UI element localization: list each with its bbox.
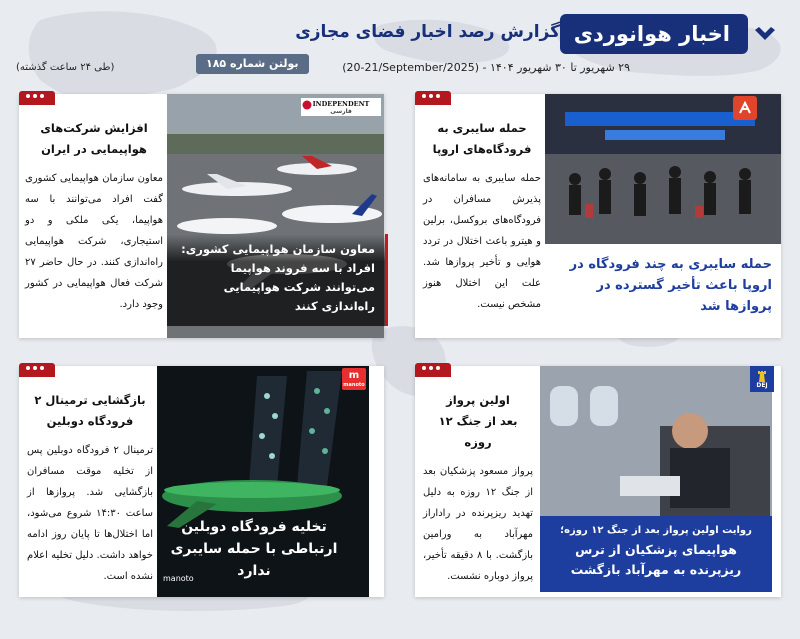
card-body: پرواز مسعود پزشکیان بعد از جنگ ۱۲ روزه به دلیل تهدید ریزپرنده در راداراز مهرآباد به ورامین بازگشت. با ۸ دقیقه تأخیر، پرواز دوباره نشست. (423, 466, 533, 582)
card-text (27, 390, 153, 587)
manoto-logo (342, 368, 366, 390)
manoto-logo-text: manoto (343, 382, 365, 388)
manoto-letter: m (348, 370, 360, 381)
card-text (423, 118, 541, 315)
more-dots-icon (422, 94, 440, 98)
independent-eagle-icon (302, 99, 312, 113)
dej-logo (750, 366, 774, 392)
card-title-line1: بازگشایی ترمینال ۲ (34, 393, 146, 407)
card-title-line1: حمله سایبری به (437, 121, 527, 135)
card-title-line2: فرودگاه‌های اروپا (432, 142, 532, 156)
photo-caption: معاون سازمان هواپیمایی کشوری: افراد با سه فروند هواپیما می‌توانند شرکت هواپیمایی راه‌اندازی کنند (167, 234, 388, 326)
page-subtitle: گزارش رصد اخبار فضای مجازی (295, 22, 560, 42)
independent-logo (301, 98, 381, 116)
news-card-dublin-terminal[interactable] (19, 366, 384, 597)
card-title-line2: فرودگاه دوبلین (46, 414, 134, 428)
card-body: حمله سایبری به سامانه‌های پذیرش مسافران در فرودگاه‌های بروکسل، برلین و هیترو باعث اختلال در تردد هوایی و تأخیر پروازها شد. علت این اختلال هنوز مشخص نیست. (423, 173, 541, 310)
date-range (342, 61, 630, 74)
card-title-line2: هواپیمایی در ایران (41, 142, 147, 156)
manoto-watermark: manoto (163, 574, 194, 583)
date-range-fa: ۲۹ شهریور تا ۳۰ شهریور ۱۴۰۴ - (482, 61, 630, 74)
photo-caption (540, 516, 772, 592)
card-menu-tab[interactable] (19, 91, 55, 105)
caption-kicker: روایت اولین پرواز بعد از جنگ ۱۲ روزه؛ (560, 525, 752, 536)
independent-logo-sub: فارسی (330, 107, 352, 115)
photo-caption: تخلیه فرودگاه دوبلین ارتباطی با حمله سایبری ندارد (170, 519, 338, 579)
dej-logo-text: DEJ (756, 381, 768, 389)
card-menu-tab[interactable] (415, 363, 451, 377)
caption-headline: هواپیمای پزشکیان از ترس ریزپرنده به مهرآباد بازگشت (570, 542, 742, 577)
chevron-down-icon (752, 22, 778, 48)
news-card-iran-airlines[interactable] (19, 94, 384, 338)
radio-farda-icon (737, 100, 753, 116)
page-title: اخبار هوانوردی (560, 14, 748, 54)
card-menu-tab[interactable] (19, 363, 55, 377)
period-note: (طی ۲۴ ساعت گذشته) (16, 62, 115, 73)
independent-logo-text: INDEPENDENT (312, 99, 370, 108)
card-title-line1: اولین پرواز (446, 393, 510, 407)
bulletin-badge: بولتن شماره ۱۸۵ (196, 54, 309, 74)
photo-caption: حمله سایبری به چند فرودگاه در اروپا باعث تأخیر گسترده در پروازها شد (545, 244, 781, 338)
date-range-en: (20-21/September/2025) (342, 61, 479, 74)
card-menu-tab[interactable] (415, 91, 451, 105)
news-card-pezeshkian-flight[interactable] (415, 366, 781, 597)
news-photo-cabin (540, 366, 772, 516)
radio-farda-logo (733, 96, 757, 120)
aircraft-cabin-image (540, 366, 772, 516)
card-title-line1: افزایش شرکت‌های (40, 121, 148, 135)
more-dots-icon (26, 366, 44, 370)
card-text (25, 118, 163, 315)
card-body: معاون سازمان هواپیمایی کشوری گفت افراد می‌توانند با سه هواپیما، یکی ملکی و دو استیجاری، شرکت هواپیمایی راه‌اندازی کنند. در حال حاضر ۲۷ شرکت فعال هواپیمایی در کشور وجود دارد. (25, 173, 163, 310)
card-body: ترمینال ۲ فرودگاه دوبلین پس از تخلیه موقت مسافران بازگشایی شد. پروازها از ساعت ۱۴:۳۰ شروع می‌شود، اما اختلال‌ها تا پایان روز ادامه خواهد داشت. دلیل تخلیه اعلام نشده است. (27, 445, 154, 582)
more-dots-icon (26, 94, 44, 98)
more-dots-icon (422, 366, 440, 370)
card-text (423, 390, 533, 587)
news-card-europe-cyber[interactable] (415, 94, 781, 338)
dej-tower-icon (757, 370, 767, 382)
card-title-line2: بعد از جنگ ۱۲ روزه (438, 414, 518, 449)
